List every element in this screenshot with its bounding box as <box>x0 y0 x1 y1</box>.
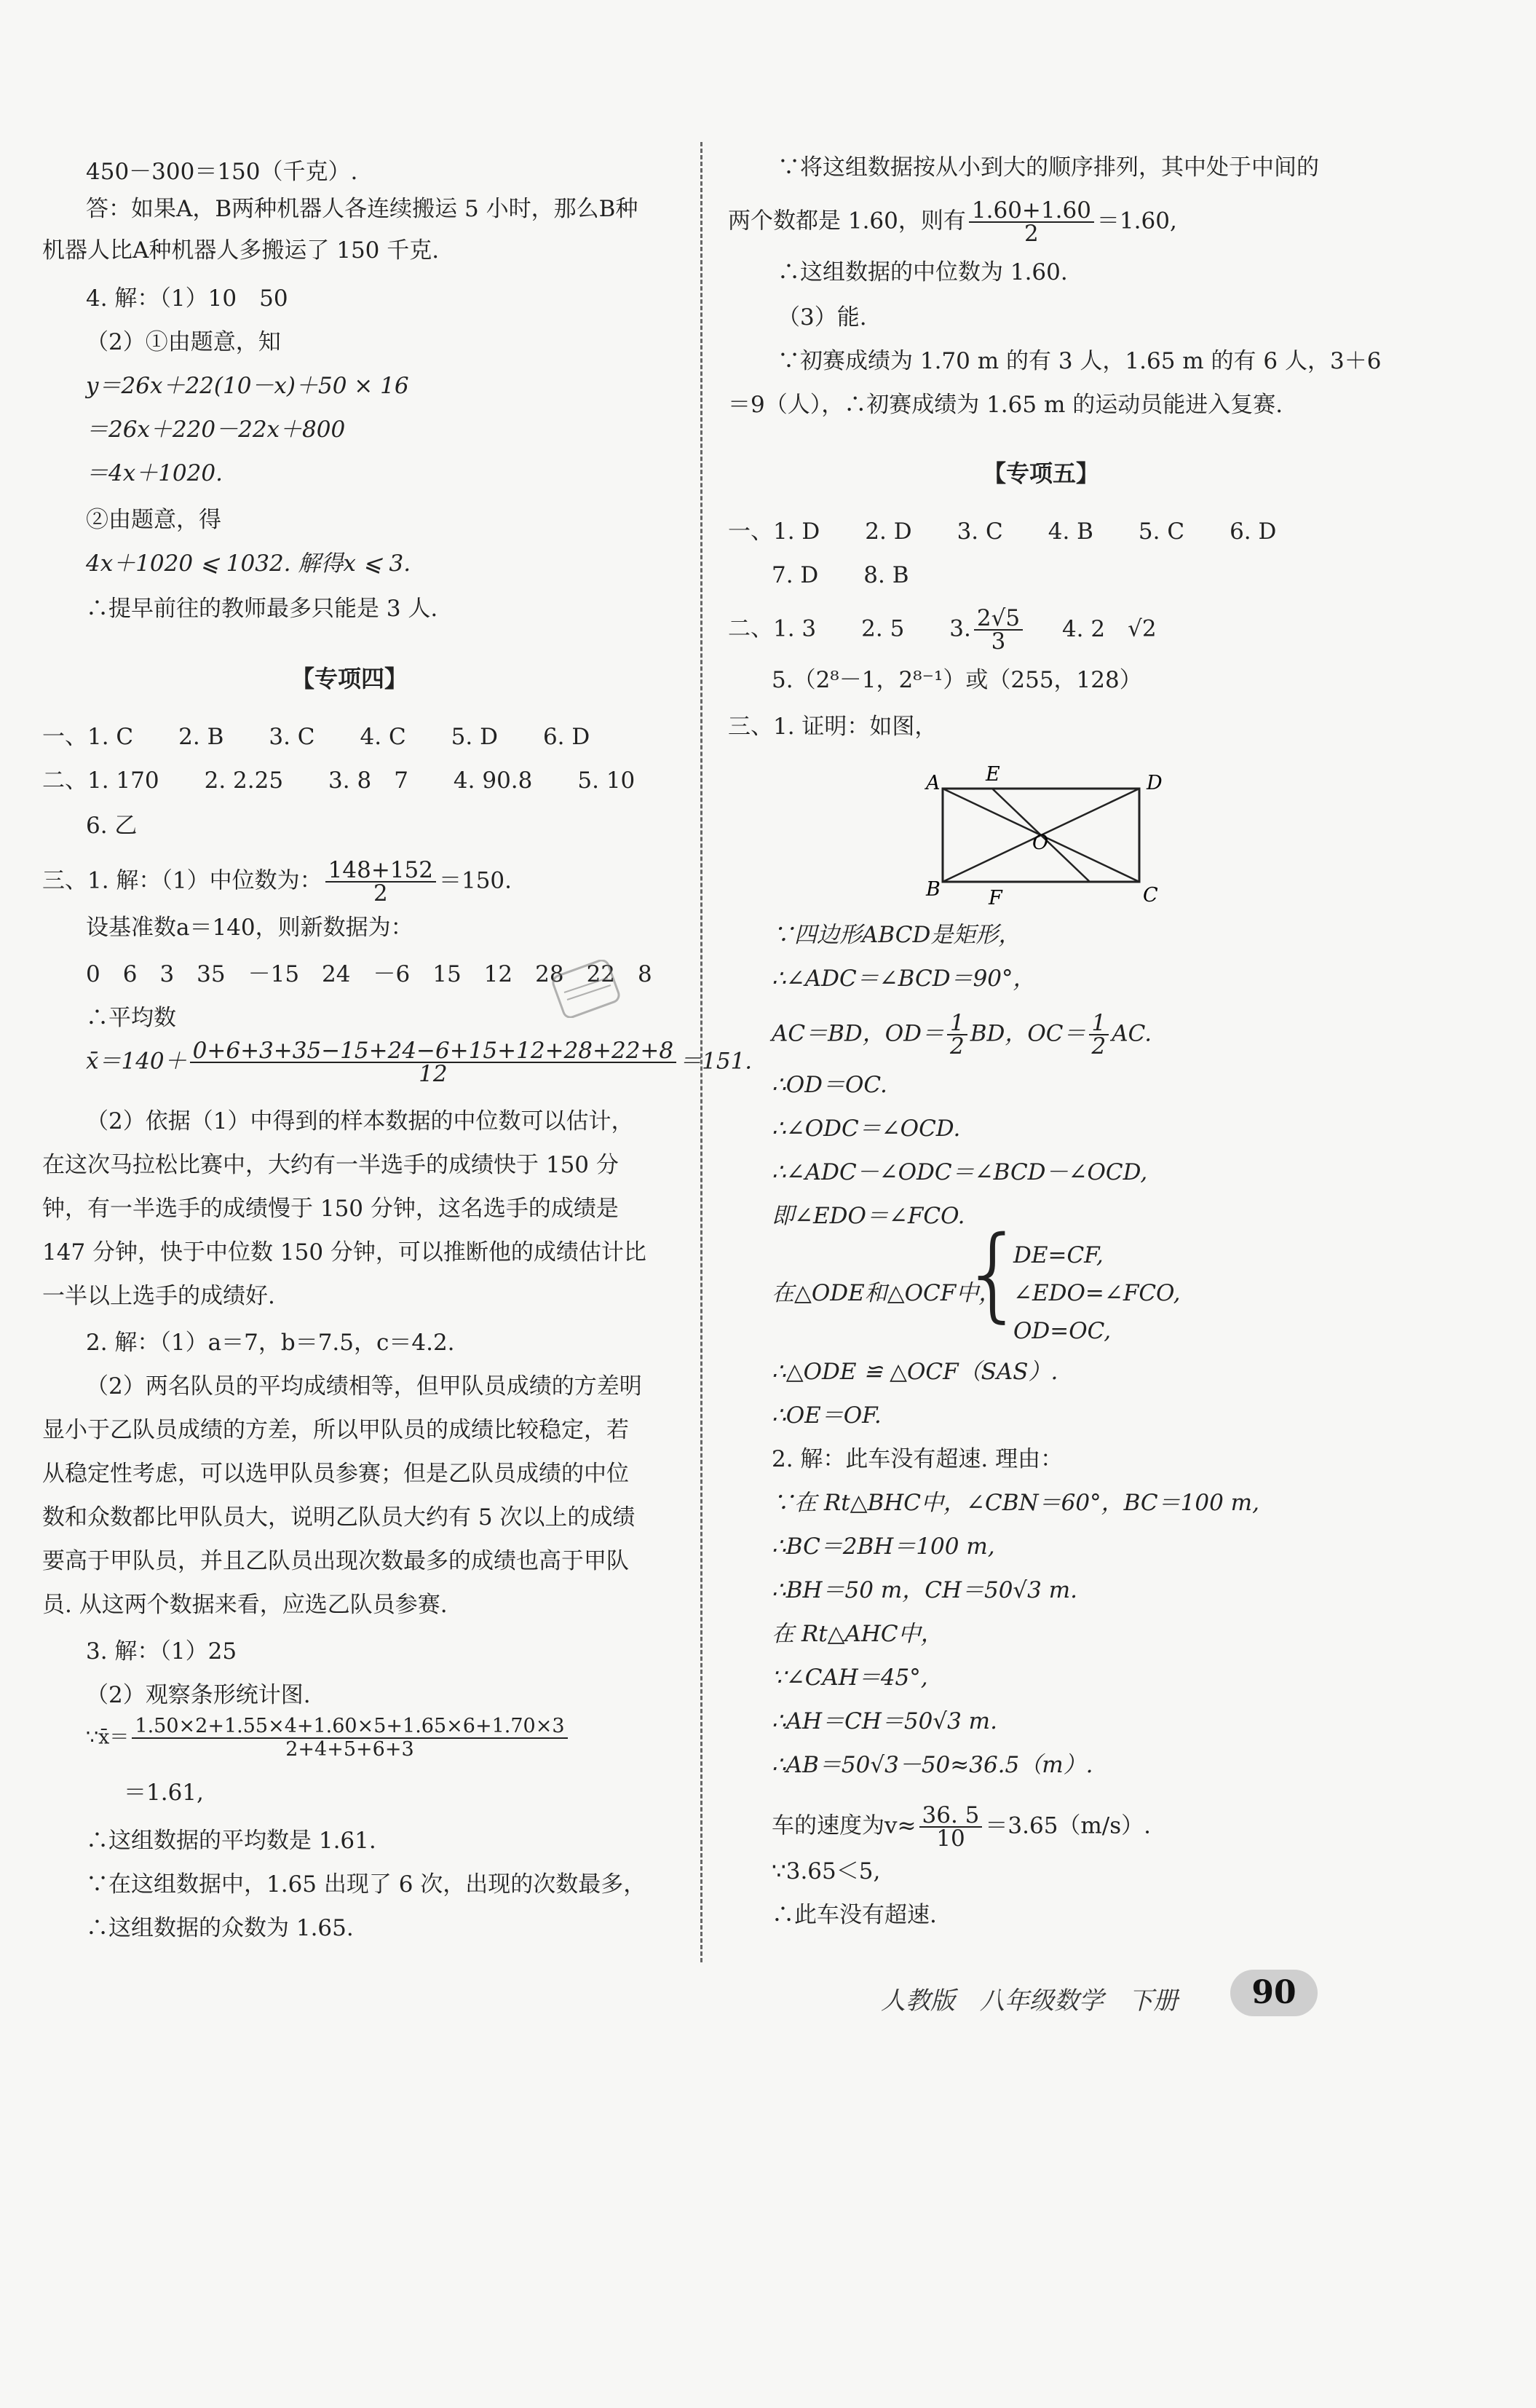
line: 2. 解：此车没有超速. 理由： <box>772 1446 1064 1472</box>
fraction: $\frac{36. 5}{10}$ <box>919 1804 983 1850</box>
line: ∴△ODE ≌ △OCF（SAS）. <box>772 1359 1058 1385</box>
system-line: DE=CF, <box>1013 1242 1104 1268</box>
line: ∴提早前往的教师最多只能是 3 人. <box>86 596 438 622</box>
line: ∵3.65＜5, <box>772 1858 881 1884</box>
line: 钟，有一半选手的成绩慢于 150 分钟，这名选手的成绩是 <box>42 1196 619 1222</box>
line: 从稳定性考虑，可以选甲队员参赛；但是乙队员成绩的中位 <box>42 1461 629 1487</box>
answer-line: 5.（2⁸－1，2⁸⁻¹）或（255，128） <box>772 667 1142 693</box>
line: 答：如果A，B两种机器人各连续搬运 5 小时，那么B种 <box>86 196 638 222</box>
line: ∴BC＝2BH＝100 m, <box>772 1533 995 1560</box>
line: ＝1.61, <box>124 1780 204 1806</box>
line: ∴此车没有超速. <box>772 1902 937 1928</box>
line: 要高于甲队员，并且乙队员出现次数最多的成绩也高于甲队 <box>42 1548 629 1574</box>
label-B: B <box>926 878 941 901</box>
fraction: $\frac{2√5}{3}$ <box>974 607 1023 652</box>
line: 147 分钟，快于中位数 150 分钟，可以推断他的成绩估计比 <box>42 1239 646 1266</box>
label-C: C <box>1143 884 1158 907</box>
line: ∴OD＝OC. <box>772 1072 887 1098</box>
line: ＝4x＋1020. <box>86 460 223 486</box>
answer-line: 二、1. 3 2. 5 3. $\frac{2√5}{3}$ 4. 2 √2 <box>728 605 1157 655</box>
footer-book-title: 人教版 八年级数学 下册 <box>881 1986 1178 2016</box>
formula-line: ∵x̄＝ $\frac{1.50\times 2+1.55\times 4+1.60\times 5+1.65\times 6+1.70\times 3}{2+4+5+6+3}$ <box>86 1716 571 1761</box>
line: ∵将这组数据按从小到大的顺序排列，其中处于中间的 <box>777 154 1319 181</box>
line: ②由题意，得 <box>86 507 221 533</box>
formula-line: AC＝BD，OD＝ $\frac{1}{2}$ BD，OC＝ $\frac{1}{2}$ AC. <box>772 1010 1152 1059</box>
line: 3. 解：（1）25 <box>86 1638 237 1665</box>
line: 设基准数a＝140，则新数据为： <box>86 915 413 941</box>
line: 数和众数都比甲队员大，说明乙队员大约有 5 次以上的成绩 <box>42 1504 636 1531</box>
line: 4. 解：（1）10 50 <box>86 285 288 312</box>
system-line: OD=OC, <box>1013 1318 1112 1344</box>
label-F: F <box>989 887 1002 909</box>
line: （3）能. <box>777 304 867 331</box>
answer-line: 6. 乙 <box>86 813 138 839</box>
answer-line: 7. D 8. B <box>772 562 909 588</box>
system-brace: { <box>961 1215 1026 1333</box>
line: ∴∠ODC＝∠OCD. <box>772 1116 961 1142</box>
system-line: ∠EDO=∠FCO, <box>1013 1280 1181 1306</box>
line: ∴AH＝CH＝50√3 m. <box>772 1708 997 1734</box>
line: ∴∠ADC＝∠BCD＝90°， <box>772 966 1036 992</box>
line: ∴这组数据的众数为 1.65. <box>86 1915 354 1941</box>
line: 员. 从这两个数据来看，应选乙队员参赛. <box>42 1592 448 1618</box>
fraction: $\frac{1}{2}$ <box>1089 1012 1109 1057</box>
section-heading: 【专项四】 <box>291 665 408 692</box>
column-divider <box>700 142 702 1962</box>
fraction: $\frac{1.50\times 2+1.55\times 4+1.60\times 5+1.65\times 6+1.70\times 3}{2+4+5+6+3}$ <box>132 1716 567 1761</box>
line: ∵初赛成绩为 1.70 m 的有 3 人，1.65 m 的有 6 人，3＋6 <box>777 348 1382 374</box>
line: 4x＋1020 ⩽ 1032. 解得x ⩽ 3. <box>86 550 411 577</box>
fraction: $\frac{1.60+1.60}{2}$ <box>969 200 1094 245</box>
section-heading: 【专项五】 <box>983 459 1100 487</box>
answer-line: 一、1. D 2. D 3. C 4. B 5. C 6. D <box>728 518 1277 545</box>
line: 三、1. 证明：如图， <box>728 714 938 740</box>
line: ∵四边形ABCD是矩形， <box>772 922 1021 948</box>
line: ∵∠CAH＝45°, <box>772 1665 928 1691</box>
answer-line: 二、1. 170 2. 2.25 3. 8 7 4. 90.8 5. 10 <box>42 767 636 794</box>
data-row: 0 6 3 35 －15 24 －6 15 12 28 22 8 <box>86 961 652 987</box>
line: 显小于乙队员成绩的方差，所以甲队员的成绩比较稳定，若 <box>42 1417 629 1443</box>
line: ＝26x＋220－22x＋800 <box>86 417 346 443</box>
formula-line: 两个数都是 1.60，则有 $\frac{1.60+1.60}{2}$ ＝1.60, <box>728 197 1177 247</box>
line: y＝26x＋22(10－x)＋50 × 16 <box>86 373 409 399</box>
line: ∴BH＝50 m，CH＝50√3 m. <box>772 1577 1078 1603</box>
fraction: $\frac{148+152}{2}$ <box>325 859 436 904</box>
formula-line: x̄＝140＋ $\frac{0+6+3+35-15+24-6+15+12+28+22+8}{12}$ ＝151. <box>86 1038 753 1087</box>
line: 一半以上选手的成绩好. <box>42 1283 275 1309</box>
line: （2）依据（1）中得到的样本数据的中位数可以估计， <box>86 1108 634 1134</box>
line: 在 Rt△AHC中， <box>772 1621 943 1647</box>
line: 在这次马拉松比赛中，大约有一半选手的成绩快于 150 分 <box>42 1152 619 1178</box>
line: 450－300＝150（千克）. <box>86 159 358 185</box>
line: ∴OE＝OF. <box>772 1402 882 1429</box>
fraction: $\frac{1}{2}$ <box>947 1012 967 1057</box>
answer-line: 一、1. C 2. B 3. C 4. C 5. D 6. D <box>42 724 590 750</box>
label-D: D <box>1147 772 1163 794</box>
line: 在△ODE和△OCF中， <box>772 1280 1002 1306</box>
line: ∴这组数据的中位数为 1.60. <box>777 259 1068 285</box>
fraction: $\frac{0+6+3+35-15+24-6+15+12+28+22+8}{12}$ <box>190 1040 676 1085</box>
line: ∵在这组数据中，1.65 出现了 6 次，出现的次数最多， <box>86 1871 646 1898</box>
page-number: 90 <box>1230 1970 1318 2016</box>
rectangle-diagram <box>925 763 1165 909</box>
formula-line: 车的速度为v≈ $\frac{36. 5}{10}$ ＝3.65（m/s）. <box>772 1802 1152 1852</box>
line: ＝9（人），∴初赛成绩为 1.65 m 的运动员能进入复赛. <box>728 392 1283 418</box>
line: 即∠EDO＝∠FCO. <box>772 1203 965 1229</box>
label-O: O <box>1032 832 1049 854</box>
line: 2. 解：（1）a＝7，b＝7.5，c＝4.2. <box>86 1330 455 1356</box>
line: 机器人比A种机器人多搬运了 150 千克. <box>42 237 440 264</box>
label-A: A <box>926 772 941 794</box>
line: ∴这组数据的平均数是 1.61. <box>86 1828 376 1854</box>
line: ∴平均数 <box>86 1005 176 1031</box>
label-E: E <box>986 763 1000 786</box>
stamp-watermark <box>550 960 622 1018</box>
line: （2）①由题意，知 <box>86 329 281 355</box>
line: （2）两名队员的平均成绩相等，但甲队员成绩的方差明 <box>86 1373 642 1400</box>
formula-line: 三、1. 解：（1）中位数为： $\frac{148+152}{2}$ ＝150. <box>42 857 512 907</box>
line: ∴∠ADC－∠ODC＝∠BCD－∠OCD, <box>772 1159 1148 1185</box>
line: ∴AB＝50√3－50≈36.5（m）. <box>772 1752 1093 1778</box>
line: ∵在 Rt△BHC中，∠CBN＝60°，BC＝100 m, <box>772 1490 1259 1516</box>
line: （2）观察条形统计图. <box>86 1682 311 1708</box>
